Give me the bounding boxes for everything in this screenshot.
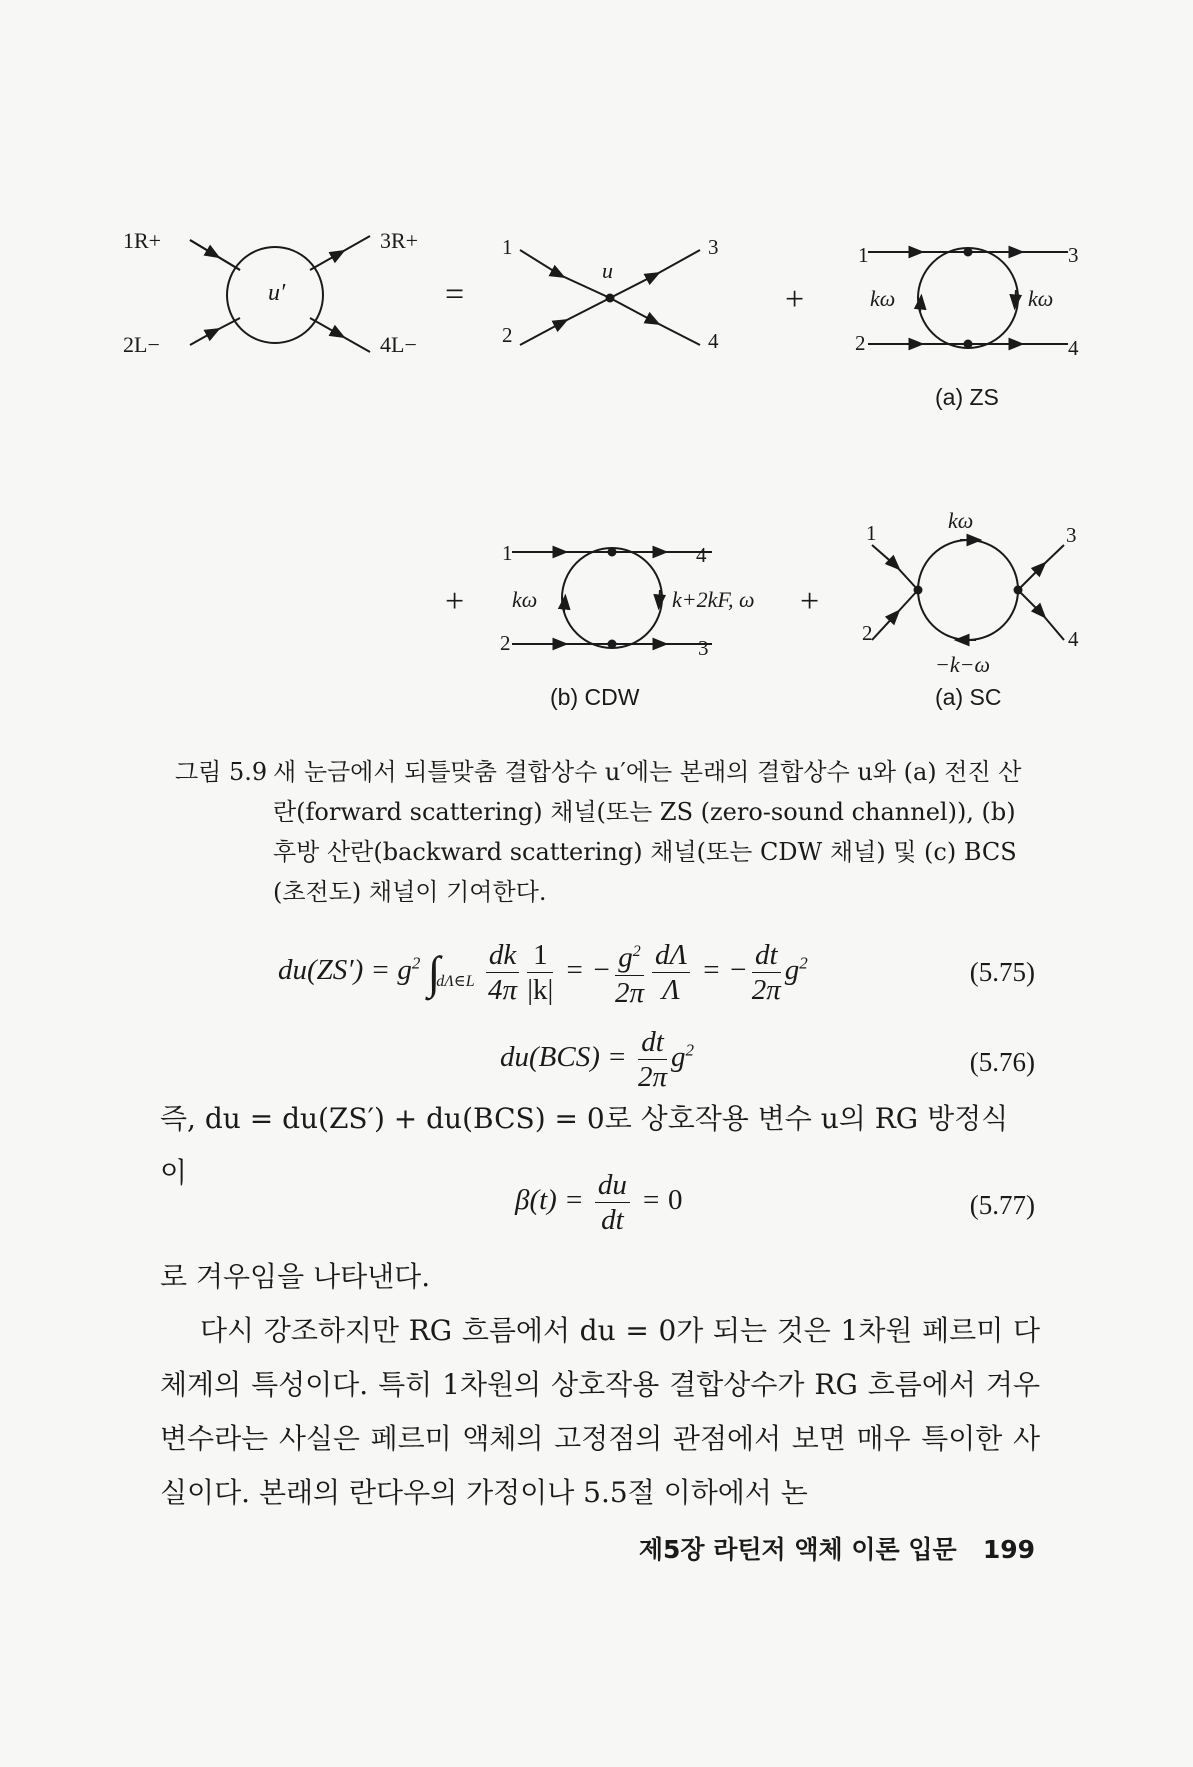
caption-text: 새 눈금에서 되틀맞춤 결합상수 u′에는 본래의 결합상수 u와 (a) 전진 산란(forward scattering) 채널(또는 ZS (zero-sound channel)), (b) 후방 산란(backward scattering) 채널(또는 CDW 채널) 및 (c) BCS (초전도) 채널이 기여한다. bbox=[273, 758, 1022, 906]
footer-page-number: 199 bbox=[982, 1535, 1035, 1564]
plus-sign-3: + bbox=[800, 583, 820, 620]
feynman-diagram-figure bbox=[0, 0, 1193, 740]
zs-left-label: kω bbox=[870, 286, 896, 311]
equation-5-76 bbox=[0, 1025, 1193, 1095]
equation-5-75 bbox=[0, 935, 1193, 1009]
cdw-leg-1: 1 bbox=[502, 541, 513, 565]
cdw-leg-2: 2 bbox=[500, 631, 511, 655]
zs-leg-2: 2 bbox=[855, 331, 866, 355]
sc-label: (a) SC bbox=[935, 684, 1002, 710]
footer-chapter: 제5장 라틴저 액체 이론 입문 bbox=[638, 1535, 957, 1564]
equals-sign: = bbox=[445, 276, 465, 313]
paragraph-fermi-liquid bbox=[160, 1304, 1040, 1520]
paragraph-marginal-text: 로 겨우임을 나타낸다. bbox=[160, 1260, 431, 1293]
sc-leg-3: 3 bbox=[1066, 523, 1077, 547]
cdw-label: (b) CDW bbox=[550, 684, 640, 710]
diagram-sc-loop bbox=[872, 540, 1064, 640]
zs-label: (a) ZS bbox=[935, 384, 999, 410]
lhs-leg-3: 3R+ bbox=[380, 228, 419, 253]
zs-leg-1: 1 bbox=[858, 243, 869, 267]
sc-top-label: kω bbox=[948, 508, 974, 533]
bare-leg-3: 3 bbox=[708, 235, 719, 259]
lhs-vertex-label: u′ bbox=[268, 280, 286, 306]
sc-leg-1: 1 bbox=[866, 521, 877, 545]
bare-vertex-label: u bbox=[602, 258, 613, 283]
bare-leg-4: 4 bbox=[708, 329, 719, 353]
lhs-leg-2: 2L− bbox=[123, 332, 160, 357]
lhs-leg-1: 1R+ bbox=[123, 228, 162, 253]
equation-5-76-body: du(BCS) = $\frac{dt}{2\pi}$ $g^2$ bbox=[500, 1026, 694, 1093]
paragraph-fermi-liquid-text: 다시 강조하지만 RG 흐름에서 du = 0가 되는 것은 1차원 페르미 다체계의 특성이다. 특히 1차원의 상호작용 결합상수가 RG 흐름에서 겨우 변수라는 사실은 페르미 액체의 고정점의 관점에서 보면 매우 특이한 사실이다. 본래의 란다우의 가정이나 5.5절 이하에서 논 bbox=[160, 1314, 1040, 1509]
cdw-left-label: kω bbox=[512, 587, 538, 612]
sc-leg-4: 4 bbox=[1068, 627, 1079, 651]
zs-leg-4: 4 bbox=[1068, 336, 1079, 360]
equation-5-76-number: (5.76) bbox=[969, 1047, 1035, 1077]
cdw-right-label: k+2kF, ω bbox=[672, 587, 755, 612]
bare-leg-1: 1 bbox=[502, 235, 513, 259]
paragraph-rg-line2: 이 bbox=[160, 1156, 188, 1189]
bare-leg-2: 2 bbox=[502, 323, 513, 347]
feynman-diagrams-svg bbox=[0, 0, 1193, 740]
page-footer bbox=[639, 1530, 1035, 1566]
plus-sign-1: + bbox=[785, 281, 805, 318]
cdw-leg-4: 4 bbox=[696, 543, 707, 567]
zs-right-label: kω bbox=[1028, 286, 1054, 311]
equation-5-77-number: (5.77) bbox=[969, 1190, 1035, 1220]
cdw-leg-3: 3 bbox=[698, 636, 709, 660]
figure-caption bbox=[175, 752, 1035, 912]
equation-5-77 bbox=[0, 1168, 1193, 1238]
equation-5-75-body: $du(ZS') = g^2$ $\int_{d\Lambda\in L}$ $\frac{dk}{4\pi}$ $\frac{1}{|k|}$ = − $\frac{g^2}{2\pi}$ $\frac{d\Lambda}{\Lambda}$ = − $\frac{dt}{2\pi}$ $g^2$ bbox=[278, 935, 808, 1010]
sc-bottom-label: −k−ω bbox=[935, 652, 990, 677]
caption-label: 그림 5.9 bbox=[175, 758, 268, 786]
sc-leg-2: 2 bbox=[862, 621, 873, 645]
plus-sign-2: + bbox=[445, 583, 465, 620]
equation-5-77-body: β(t) = $\frac{du}{dt}$ = 0 bbox=[515, 1169, 683, 1236]
equation-5-75-number: (5.75) bbox=[969, 957, 1035, 987]
paragraph-rg-line1: 즉, du = du(ZS′) + du(BCS) = 0로 상호작용 변수 u의 RG 방정식 bbox=[160, 1102, 1009, 1135]
paragraph-marginal bbox=[160, 1250, 1040, 1304]
zs-leg-3: 3 bbox=[1068, 243, 1079, 267]
lhs-leg-4: 4L− bbox=[380, 332, 417, 357]
